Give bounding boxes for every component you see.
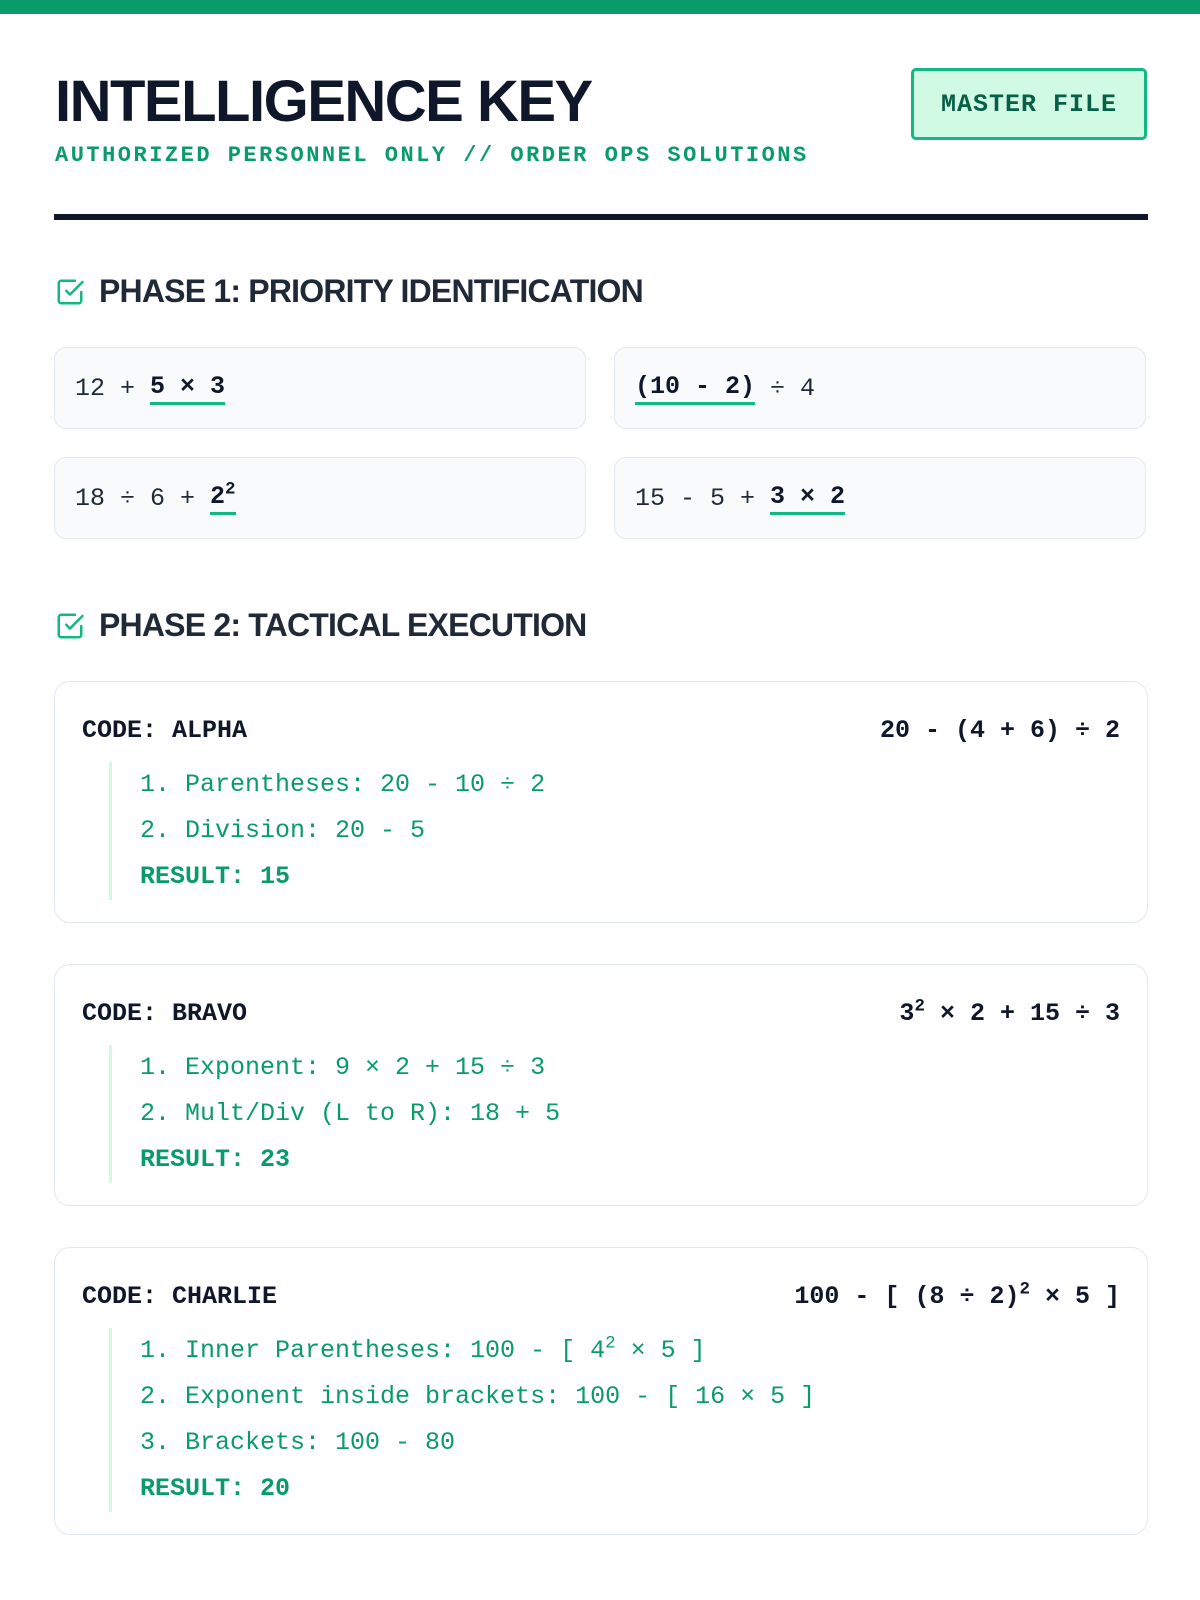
result-line: RESULT: 15 — [140, 862, 291, 891]
step-item: 1. Parentheses: 20 - 10 ÷ 2 — [140, 770, 546, 799]
priority-card-4 — [614, 457, 1146, 539]
master-file-badge: MASTER FILE — [911, 68, 1147, 140]
code-label: CODE: CHARLIE — [82, 1282, 278, 1311]
priority-card-3 — [54, 457, 586, 539]
step-item: 2. Division: 20 - 5 — [140, 816, 426, 845]
phase-2-heading — [55, 607, 586, 644]
expression-post: × 5 ] — [1029, 1282, 1120, 1311]
exponent: 2 — [605, 1333, 616, 1354]
phase-2-title: PHASE 2: TACTICAL EXECUTION — [99, 607, 587, 643]
exponent-base: 3 — [899, 999, 915, 1028]
card-expression — [899, 996, 1120, 1028]
steps-list — [109, 762, 545, 900]
steps-list — [109, 1045, 560, 1183]
expression-text: 18 ÷ 6 + — [75, 483, 211, 513]
step-item — [140, 1328, 815, 1374]
card-expression — [794, 1279, 1120, 1311]
step-text: × 5 ] — [615, 1336, 706, 1365]
step-item: 1. Exponent: 9 × 2 + 15 ÷ 3 — [140, 1053, 546, 1082]
page-title: INTELLIGENCE KEY — [55, 69, 592, 134]
priority-highlight: (10 - 2) — [635, 372, 755, 405]
expression-rest: × 2 + 15 ÷ 3 — [924, 999, 1120, 1028]
phase-1-title: PHASE 1: PRIORITY IDENTIFICATION — [99, 273, 643, 309]
expression-text: 12 + — [75, 373, 151, 403]
exponent-base: 2 — [210, 481, 226, 511]
top-accent-bar — [0, 0, 1200, 14]
expression-text: ÷ 4 — [755, 373, 816, 403]
code-label: CODE: ALPHA — [82, 716, 248, 745]
execution-card-charlie — [54, 1247, 1148, 1535]
step-text: 1. Inner Parentheses: 100 - [ 4 — [140, 1336, 606, 1365]
phase-1-heading — [55, 273, 643, 310]
result-line: RESULT: 23 — [140, 1145, 291, 1174]
step-item: 2. Mult/Div (L to R): 18 + 5 — [140, 1099, 561, 1128]
checkbox-check-icon — [55, 611, 85, 641]
priority-highlight — [210, 479, 236, 515]
priority-highlight: 5 × 3 — [150, 372, 225, 405]
execution-card-alpha — [54, 681, 1148, 923]
code-label: CODE: BRAVO — [82, 999, 248, 1028]
expression-text: 15 - 5 + — [635, 483, 771, 513]
execution-card-bravo — [54, 964, 1148, 1206]
steps-list — [109, 1328, 815, 1512]
page-subtitle: AUTHORIZED PERSONNEL ONLY // ORDER OPS SOLUTIONS — [55, 143, 809, 168]
priority-card-1 — [54, 347, 586, 429]
header-divider — [54, 214, 1148, 220]
result-line: RESULT: 20 — [140, 1474, 291, 1503]
card-expression: 20 - (4 + 6) ÷ 2 — [879, 716, 1120, 745]
exponent: 2 — [225, 479, 236, 500]
step-item: 2. Exponent inside brackets: 100 - [ 16 × 5 ] — [140, 1382, 816, 1411]
expression-pre: 100 - [ (8 ÷ 2) — [794, 1282, 1020, 1311]
checkbox-check-icon — [55, 277, 85, 307]
exponent: 2 — [1019, 1279, 1030, 1300]
priority-highlight: 3 × 2 — [770, 482, 845, 515]
priority-card-2 — [614, 347, 1146, 429]
step-item: 3. Brackets: 100 - 80 — [140, 1428, 456, 1457]
exponent: 2 — [914, 996, 925, 1017]
